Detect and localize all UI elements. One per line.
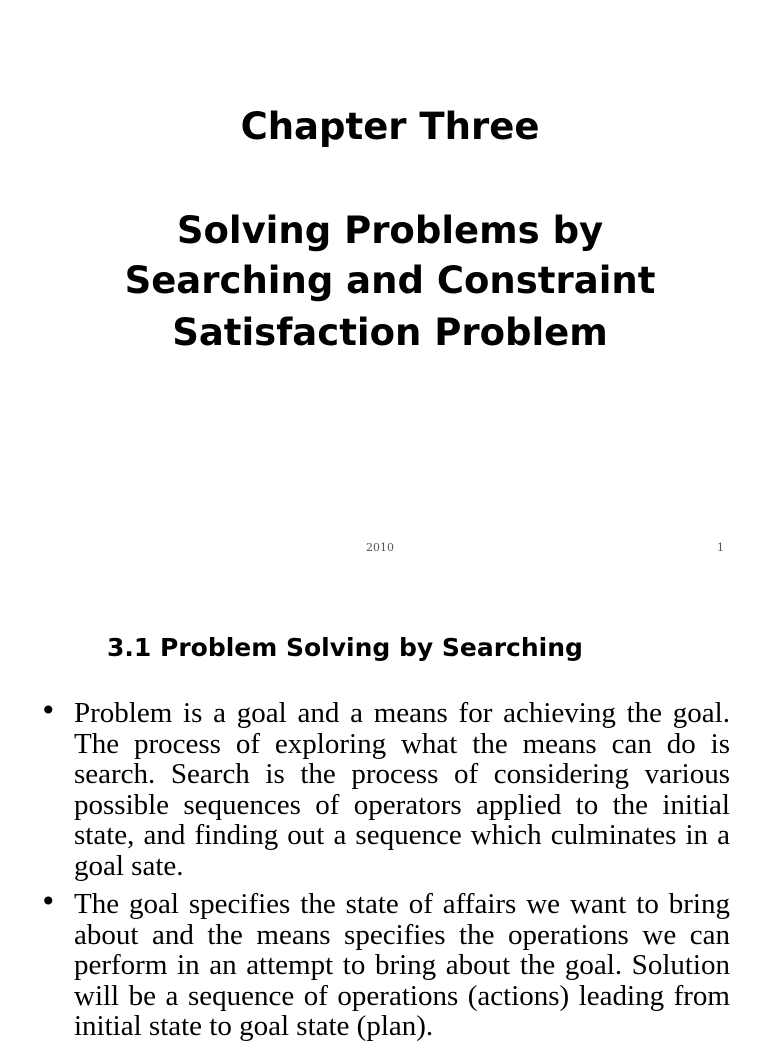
list-item: [40, 694, 730, 882]
bullet-icon: •: [40, 694, 57, 727]
subtitle-line: Satisfaction Problem: [172, 311, 608, 354]
bullet-list: [40, 694, 730, 1050]
list-item: [40, 885, 730, 1042]
subtitle-line: Solving Problems by: [176, 209, 604, 252]
subtitle-line: Searching and Constraint: [124, 259, 656, 302]
bullet-icon: •: [40, 885, 57, 918]
bullet-text: The goal specifies the state of affairs we want to bring about and the means specifies the operations we can perform in an attempt to bring about the goal. Solution will be a sequence of operations (actions) leading from initial state to goal state (plan).: [74, 888, 730, 1042]
page-number: 1: [717, 541, 724, 554]
content-slide: [0, 580, 768, 1042]
bullet-text: Problem is a goal and a means for achieving the goal. The process of exploring what the means can do is search. Search is the process of considering various possible sequences of operators applied to the initial state, and finding out a sequence which culminates in a goal sate.: [74, 697, 730, 882]
chapter-title: Chapter Three: [240, 105, 540, 148]
footer-date: 2010: [366, 541, 394, 554]
section-heading: 3.1 Problem Solving by Searching: [107, 633, 583, 662]
